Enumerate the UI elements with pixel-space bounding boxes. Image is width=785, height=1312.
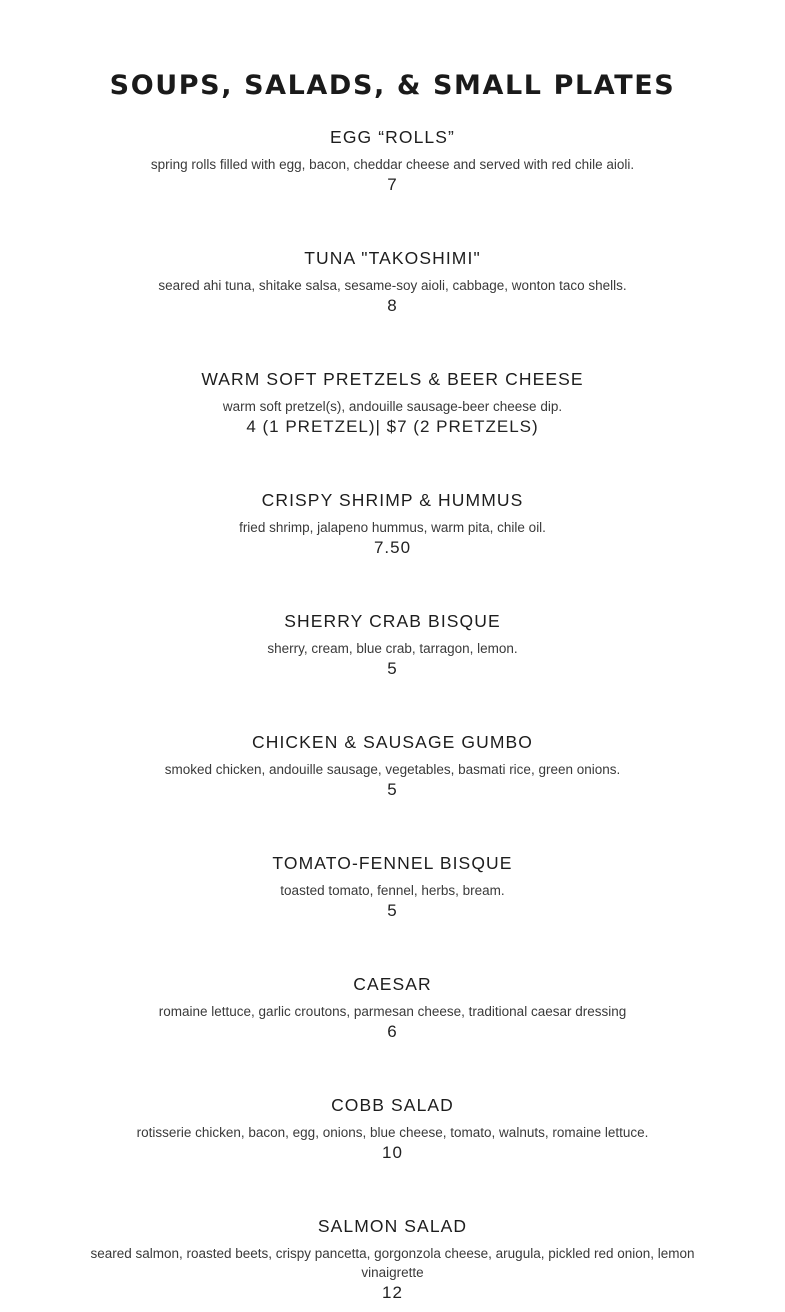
menu-item-price: 4 (1 PRETZEL)| $7 (2 PRETZELS): [246, 417, 539, 436]
menu-item-name: SALMON SALAD: [317, 1216, 468, 1236]
menu-item-price: 7: [387, 175, 398, 194]
menu-item-description: smoked chicken, andouille sausage, vegetables, basmati rice, green onions.: [164, 762, 621, 777]
menu-item-description: warm soft pretzel(s), andouille sausage-beer cheese dip.: [222, 399, 563, 414]
menu-item-name: SHERRY CRAB BISQUE: [284, 611, 501, 631]
menu-item-tuna-takoshimi: [60, 247, 725, 316]
menu-item-crispy-shrimp: [60, 489, 725, 558]
menu-item-tomato-fennel-bisque: [60, 852, 725, 921]
menu-item-cobb-salad: [60, 1094, 725, 1163]
menu-item-price: 7.50: [373, 538, 412, 557]
menu-item-price: 5: [387, 901, 398, 920]
menu-item-name: CAESAR: [353, 974, 432, 994]
menu-item-price: 6: [387, 1022, 398, 1041]
page-title: SOUPS, SALADS, & SMALL PLATES: [109, 70, 676, 102]
menu-item-price: 10: [382, 1143, 403, 1162]
menu-item-description: seared salmon, roasted beets, crispy pancetta, gorgonzola cheese, arugula, pickled red onion, lemon vinaigrette: [90, 1246, 695, 1280]
menu-item-name: CHICKEN & SAUSAGE GUMBO: [251, 732, 534, 752]
menu-item-name: COBB SALAD: [331, 1095, 454, 1115]
menu-item-description: spring rolls filled with egg, bacon, cheddar cheese and served with red chile aioli.: [150, 157, 635, 172]
menu-item-crab-bisque: [60, 610, 725, 679]
menu-item-name: TUNA "TAKOSHIMI": [304, 248, 481, 268]
menu-item-price: 8: [387, 296, 398, 315]
menu-item-price: 5: [387, 780, 398, 799]
menu-item-caesar: [60, 973, 725, 1042]
menu-item-soft-pretzels: [60, 368, 725, 437]
menu-item-description: seared ahi tuna, shitake salsa, sesame-soy aioli, cabbage, wonton taco shells.: [158, 278, 627, 293]
menu-item-description: romaine lettuce, garlic croutons, parmesan cheese, traditional caesar dressing: [158, 1004, 627, 1019]
menu-item-name: CRISPY SHRIMP & HUMMUS: [261, 490, 524, 510]
menu-item-description: fried shrimp, jalapeno hummus, warm pita, chile oil.: [239, 520, 546, 535]
menu-item-price: 12: [382, 1283, 403, 1302]
menu-item-description: sherry, cream, blue crab, tarragon, lemon.: [267, 641, 518, 656]
menu-item-description: toasted tomato, fennel, herbs, bream.: [280, 883, 505, 898]
menu-item-salmon-salad: [60, 1215, 725, 1303]
menu-item-gumbo: [60, 731, 725, 800]
menu-item-name: WARM SOFT PRETZELS & BEER CHEESE: [201, 369, 584, 389]
menu-item-egg-rolls: [60, 126, 725, 195]
menu-item-description: rotisserie chicken, bacon, egg, onions, blue cheese, tomato, walnuts, romaine lettuce.: [136, 1125, 649, 1140]
menu-item-price: 5: [387, 659, 398, 678]
menu-item-name: EGG “ROLLS”: [330, 127, 455, 147]
menu-item-name: TOMATO-FENNEL BISQUE: [272, 853, 513, 873]
